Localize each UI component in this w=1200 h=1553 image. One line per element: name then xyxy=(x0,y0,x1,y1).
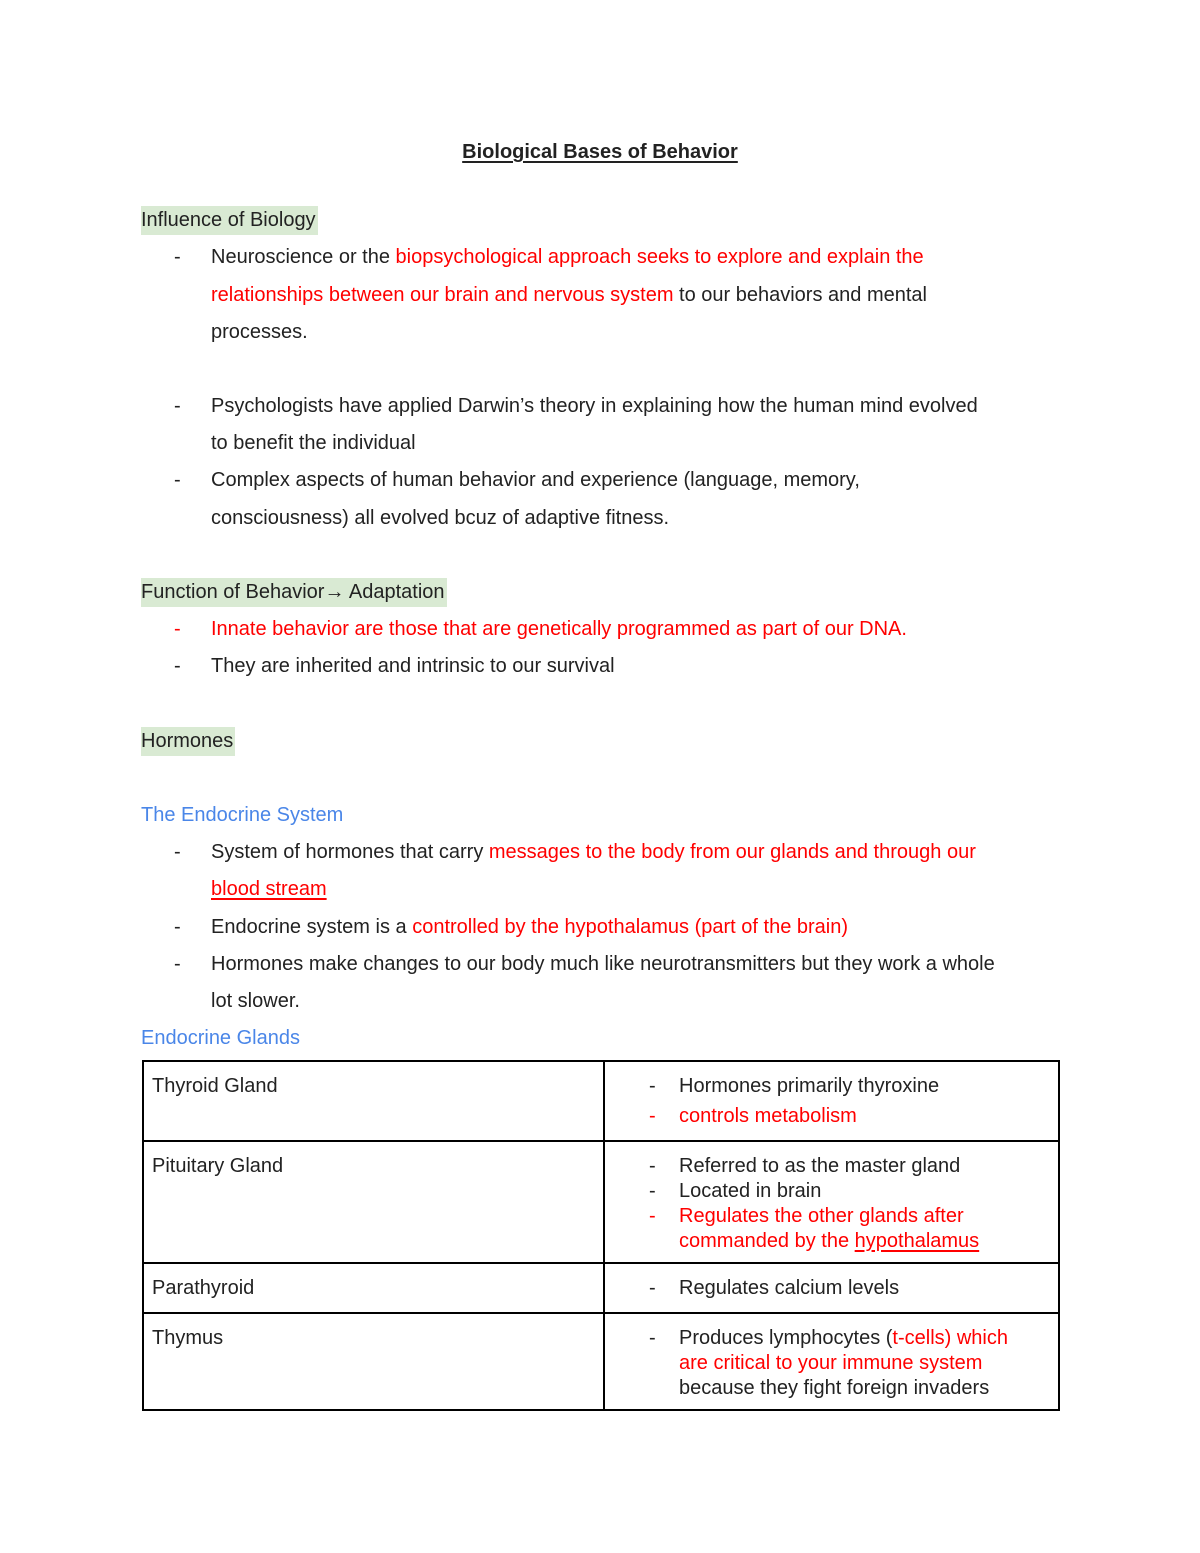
page-title: Biological Bases of Behavior xyxy=(462,141,738,163)
heading-influence-of-biology: Influence of Biology xyxy=(141,206,318,235)
table-row xyxy=(143,1263,1059,1313)
bullet-dash: - xyxy=(174,916,181,938)
bullet-hormones-changes-line2: lot slower. xyxy=(211,990,300,1012)
gland-name-cell: Thymus xyxy=(143,1313,604,1410)
bullet-dash: - xyxy=(174,953,181,975)
heading-endocrine-glands: Endocrine Glands xyxy=(141,1027,300,1049)
bullet-dash: - xyxy=(174,469,181,491)
heading-function-of-behavior: Function of Behavior→ Adaptation xyxy=(141,578,447,607)
bullet-neuroscience-line3: processes. xyxy=(211,321,308,343)
hypothalamus-link[interactable]: hypothalamus xyxy=(854,1230,980,1252)
gland-description-cell xyxy=(604,1141,1059,1263)
heading-endocrine-system: The Endocrine System xyxy=(141,804,344,826)
bullet-dash: - xyxy=(174,655,181,677)
gland-description-cell xyxy=(604,1061,1059,1141)
bullet-controlled-by-hypothalamus: Endocrine system is a controlled by the hypothalamus (part of the brain) xyxy=(211,916,849,938)
list-item: - controls metabolism xyxy=(649,1105,857,1127)
table-row xyxy=(143,1141,1059,1263)
bullet-neuroscience-line2: relationships between our brain and nervous system to our behaviors and mental xyxy=(211,284,927,306)
list-item: - Located in brain xyxy=(649,1180,822,1202)
list-item: - Regulates calcium levels xyxy=(649,1277,900,1299)
bullet-dash: - xyxy=(174,618,181,640)
blood-stream-link[interactable]: blood stream xyxy=(211,878,327,900)
bullet-system-of-hormones-line1: System of hormones that carry messages to the body from our glands and through our xyxy=(211,841,976,863)
bullet-complex-line1: Complex aspects of human behavior and experience (language, memory, xyxy=(211,469,860,491)
table-row xyxy=(143,1313,1059,1410)
heading-hormones: Hormones xyxy=(141,727,235,756)
bullet-darwin-line1: Psychologists have applied Darwin’s theory in explaining how the human mind evolved xyxy=(211,395,978,417)
gland-name-cell: Pituitary Gland xyxy=(143,1141,604,1263)
table-row xyxy=(143,1061,1059,1141)
bullet-dash: - xyxy=(174,395,181,417)
endocrine-glands-table xyxy=(142,1060,1060,1411)
list-item: - Referred to as the master gland xyxy=(649,1155,961,1177)
list-item: - Hormones primarily thyroxine xyxy=(649,1075,940,1097)
bullet-inherited: They are inherited and intrinsic to our survival xyxy=(211,655,615,677)
bullet-darwin-line2: to benefit the individual xyxy=(211,432,416,454)
bullet-complex-line2: consciousness) all evolved bcuz of adaptive fitness. xyxy=(211,507,670,529)
gland-description-cell xyxy=(604,1313,1059,1410)
bullet-hormones-changes-line1: Hormones make changes to our body much like neurotransmitters but they work a whole xyxy=(211,953,995,975)
list-item: - Regulates the other glands after commanded by the hypothalamus xyxy=(649,1205,980,1252)
list-item: - Produces lymphocytes (t-cells) which are critical to your immune system because they fight foreign invaders xyxy=(649,1327,1008,1399)
bullet-dash: - xyxy=(174,246,181,268)
gland-description-cell xyxy=(604,1263,1059,1313)
bullet-system-of-hormones-line2 xyxy=(211,876,1081,902)
bullet-dash: - xyxy=(174,841,181,863)
bullet-innate-behavior: Innate behavior are those that are genetically programmed as part of our DNA. xyxy=(211,618,907,640)
gland-name-cell: Parathyroid xyxy=(143,1263,604,1313)
bullet-neuroscience-line1: Neuroscience or the biopsychological approach seeks to explore and explain the xyxy=(211,246,924,268)
gland-name-cell: Thyroid Gland xyxy=(143,1061,604,1141)
